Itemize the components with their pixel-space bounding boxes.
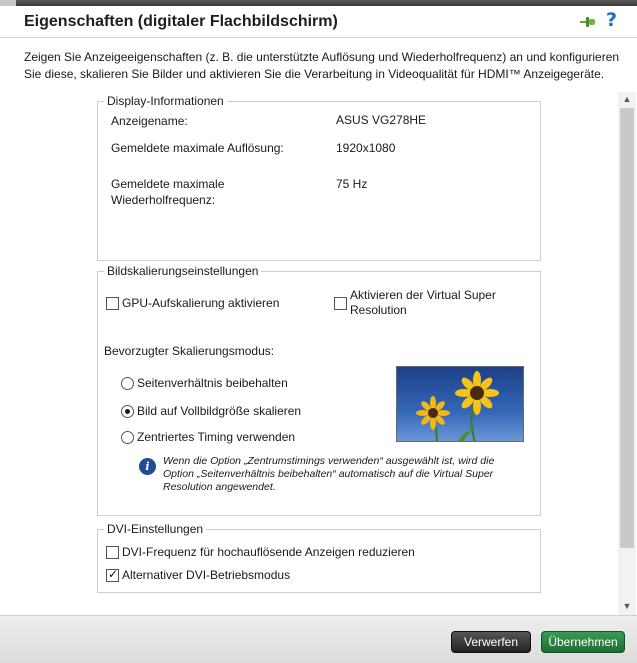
centered-timing-note: Wenn die Option „Zentrumstimings verwenden“ ausgewählt ist, wird die Option „Seitenverhältnis beibehalten“ automatisch auf die Virtual Super Resolution angewendet.	[163, 455, 495, 493]
dvi-reduce-frequency-checkbox[interactable]	[106, 546, 119, 559]
max-refresh-value: 75 Hz	[336, 177, 368, 191]
chevron-down-icon[interactable]: ▼	[622, 601, 632, 611]
dvi-group	[97, 522, 541, 593]
radio-keep-aspect-ratio[interactable]	[121, 377, 134, 390]
title-bar	[0, 6, 637, 38]
help-icon[interactable]: ?	[606, 9, 618, 31]
dialog-footer	[0, 615, 637, 663]
max-resolution-label: Gemeldete maximale Auflösung:	[111, 141, 284, 155]
max-resolution-value: 1920x1080	[336, 141, 396, 155]
vsr-label[interactable]: Aktivieren der Virtual Super Resolution	[350, 288, 496, 317]
discard-button[interactable]: Verwerfen	[451, 631, 531, 653]
full-panel-label[interactable]: Bild auf Vollbildgröße skalieren	[137, 404, 302, 418]
display-name-value: ASUS VG278HE	[336, 113, 427, 127]
dvi-alt-mode-checkbox[interactable]	[106, 569, 119, 582]
gpu-scaling-label[interactable]: GPU-Aufskalierung aktivieren	[122, 296, 280, 310]
scrollbar-thumb[interactable]	[620, 108, 634, 548]
vsr-checkbox[interactable]	[334, 297, 347, 310]
scaling-legend: Bildskalierungseinstellungen	[104, 264, 261, 278]
page-description: Zeigen Sie Anzeigeeigenschaften (z. B. die unterstützte Auflösung und Wiederholfrequenz) an und konfigurieren Sie diese, skalieren Sie Bilder und aktivieren Sie die Verarbeitung in Videoqualität für HDMI™ Anzeigegeräte.	[24, 50, 620, 81]
radio-full-panel[interactable]	[121, 405, 134, 418]
info-icon: i	[139, 458, 156, 475]
chevron-up-icon[interactable]: ▲	[622, 94, 632, 104]
dvi-alt-mode-label[interactable]: Alternativer DVI-Betriebsmodus	[122, 568, 291, 582]
dvi-reduce-frequency-label[interactable]: DVI-Frequenz für hochauflösende Anzeigen reduzieren	[122, 545, 415, 559]
window-title: Eigenschaften (digitaler Flachbildschirm)	[24, 13, 338, 30]
max-refresh-label: Gemeldete maximale Wiederholfrequenz:	[111, 177, 225, 207]
pin-icon[interactable]	[579, 14, 597, 30]
apply-button[interactable]: Übernehmen	[541, 631, 625, 653]
keep-aspect-ratio-label[interactable]: Seitenverhältnis beibehalten	[137, 376, 288, 390]
radio-centered-timing[interactable]	[121, 431, 134, 444]
scaling-preview-image	[396, 366, 524, 442]
display-info-legend: Display-Informationen	[104, 94, 227, 108]
scaling-mode-heading: Bevorzugter Skalierungsmodus:	[104, 344, 275, 358]
vertical-scrollbar[interactable]	[618, 92, 636, 615]
display-name-label: Anzeigename:	[111, 114, 188, 128]
centered-timing-label[interactable]: Zentriertes Timing verwenden	[137, 430, 296, 444]
gpu-scaling-checkbox[interactable]	[106, 297, 119, 310]
dvi-legend: DVI-Einstellungen	[104, 522, 206, 536]
